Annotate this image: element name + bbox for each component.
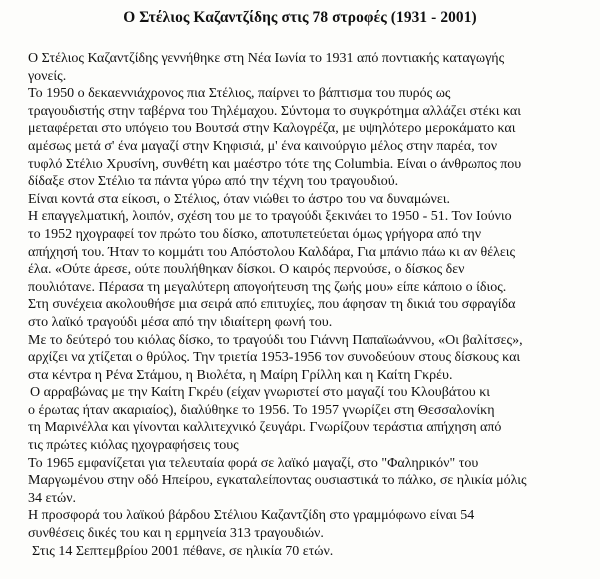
text-line: στο λαϊκό τραγούδι μέσα από την ιδιαίτερη φωνή του. [28,314,333,330]
text-line: τη Μαρινέλλα και γίνονται καλλιτεχνικό ζευγάρι. Γνωρίζουν τεράστια απήχηση από [28,420,502,436]
text-line: αμέσως μετά σ' ένα μαγαζί στην Κηφισιά, μ' ένα καινούργιο μέλος στην παρέα, τον [28,138,498,154]
text-line: το 1952 ηχογραφεί τον πρώτο του δίσκο, αποτυπετεύεται όμως γρήγορα από την [28,226,482,242]
text-line: Ο Στέλιος Καζαντζίδης γεννήθηκε στη Νέα Ιωνία το 1931 από ποντιακής καταγωγής [28,51,505,66]
text-line: πουλιότανε. Πέρασα τη μεγαλύτερη απογοήτευση της ζωής μου» είπε κάποιο ο ίδιος. [28,279,507,295]
text-line: Ο αρραβώνας με την Καίτη Γκρέυ (είχαν γνωριστεί στο μαγαζί του Κλουβάτου κι [30,385,491,401]
text-line: Το 1950 ο δεκαεννιάχρονος πια Στέλιος, παίρνει το βάπτισμα του πυρός ως [28,86,451,102]
text-line: Είναι κοντά στα είκοσι, ο Στέλιος, όταν νιώθει το άστρο του να δυναμώνει. [28,191,451,207]
text-line: μεταφέρεται στο υπόγειο του Βουτσά στην Καλογρέζα, με υψηλότερο μεροκάματο και [28,121,516,137]
page-title: Ο Στέλιος Καζαντζίδης στις 78 στροφές (1931 - 2001) [123,9,477,26]
text-line: Μαργωμένου στην οδό Ηπείρου, εγκαταλείποντας ουσιαστικά το πάλκο, σε ηλικία μόλις [28,473,527,489]
body-text [28,50,588,560]
text-line: Στις 14 Σεπτεμβρίου 2001 πέθανε, σε ηλικία 70 ετών. [32,543,334,559]
text-line: γονείς. [28,68,67,84]
text-line: δίδαξε στον Στέλιο τα πάντα γύρω από την τέχνη του τραγουδιού. [28,174,399,190]
text-line: τις πρώτες κιόλας ηχογραφήσεις τους [28,438,239,454]
text-line: Η επαγγελματική, λοιπόν, σχέση του με το τραγούδι ξεκινάει το 1950 - 51. Τον Ιούνιο [28,209,512,225]
text-line: τραγουδιστής στην ταβέρνα του Τηλέμαχου. Σύντομα το συγκρότημα αλλάζει στέκι και [28,103,522,119]
text-line: Με το δεύτερό του κιόλας δίσκο, το τραγούδι του Γιάννη Παπαϊωάννου, «Οι βαλίτσες», [28,332,523,348]
text-line: τυφλό Στέλιο Χρυσίνη, συνθέτη και μαέστρο τότε της Columbia. Είναι ο άνθρωπος που [28,156,522,172]
text-line: στα κέντρα η Ρένα Στάμου, η Βιολέτα, η Μαίρη Γρίλλη και η Καίτη Γκρέυ. [28,367,453,383]
text-line: έλα. «Ούτε άρεσε, ούτε πουλήθηκαν δίσκοι. Ο καιρός περνούσε, ο δίσκος δεν [28,262,465,278]
text-line: Το 1965 εμφανίζεται για τελευταία φορά σε λαϊκό μαγαζί, στο "Φαληρικόν" του [28,455,479,471]
text-line: 34 ετών. [28,490,77,506]
text-line: απήχησή του. Ήταν το κομμάτι του Απόστολου Καλδάρα, Για μπάνιο πάω κι αν θέλεις [28,244,516,260]
text-line: ο έρωτας ήταν ακαριαίος), διαλύθηκε το 1956. Το 1957 γνωρίζει στη Θεσσαλονίκη [28,402,495,418]
text-line: Η προσφορά του λαϊκού βάρδου Στέλιου Καζαντζίδη στο γραμμόφωνο είναι 54 [28,508,475,524]
text-line: Στη συνέχεια ακολουθήσε μια σειρά από επιτυχίες, που άφησαν τη δικιά του σφραγίδα [28,297,516,313]
text-line: αρχίζει να χτίζεται ο θρύλος. Την τριετία 1953-1956 τον συνοδεύουν στους δίσκους και [28,350,521,366]
text-line: συνθέσεις δικές του και η ερμηνεία 313 τραγουδιών. [28,526,324,542]
